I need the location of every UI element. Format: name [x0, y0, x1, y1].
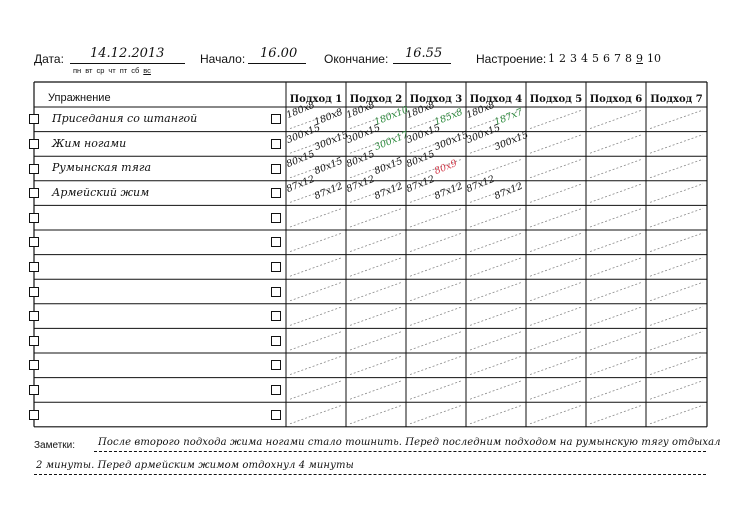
set-entry-result[interactable]: 300x17 — [372, 129, 411, 153]
row-checkbox-right[interactable] — [271, 262, 281, 272]
cell-diagonal — [290, 208, 342, 227]
cell-diagonal — [470, 307, 522, 326]
row-checkbox-right[interactable] — [271, 188, 281, 198]
cell-diagonal — [350, 381, 402, 400]
set-entry-weight-reps[interactable]: 300x15 — [284, 122, 323, 146]
row-checkbox-left[interactable] — [29, 385, 39, 395]
cell-diagonal — [650, 159, 703, 178]
set-header-3: Подход 3 — [409, 94, 463, 105]
cell-diagonal — [470, 381, 522, 400]
cell-diagonal — [350, 233, 402, 252]
row-checkbox-right[interactable] — [271, 360, 281, 370]
exercise-name[interactable]: Жим ногами — [52, 136, 127, 150]
start-time-value: 16.00 — [260, 46, 298, 61]
cell-diagonal — [590, 233, 642, 252]
cell-diagonal — [290, 405, 342, 424]
cell-diagonal — [350, 405, 402, 424]
cell-diagonal — [530, 135, 582, 154]
row-checkbox-right[interactable] — [271, 336, 281, 346]
cell-diagonal — [530, 110, 582, 129]
cell-diagonal — [650, 233, 703, 252]
cell-diagonal — [410, 307, 462, 326]
cell-diagonal — [590, 307, 642, 326]
cell-diagonal — [530, 356, 582, 375]
set-entry-result[interactable]: 87x12 — [312, 180, 345, 202]
cell-diagonal — [590, 159, 642, 178]
mood-8[interactable]: 8 — [625, 52, 632, 65]
set-entry-weight-reps[interactable]: 180x8 — [284, 99, 317, 121]
set-entry-result[interactable]: 87x12 — [372, 180, 405, 202]
set-entry-weight-reps[interactable]: 87x12 — [284, 173, 317, 195]
set-entry-weight-reps[interactable]: 300x15 — [344, 122, 383, 146]
cell-diagonal — [410, 258, 462, 277]
cell-diagonal — [290, 258, 342, 277]
cell-diagonal — [470, 258, 522, 277]
end-time-value: 16.55 — [405, 46, 443, 61]
set-entry-weight-reps[interactable]: 180x8 — [344, 99, 377, 121]
cell-diagonal — [470, 208, 522, 227]
date-label: Дата: — [34, 52, 64, 66]
set-entry-weight-reps[interactable]: 300x15 — [464, 122, 503, 146]
mood-3[interactable]: 3 — [570, 52, 577, 65]
cell-diagonal — [590, 110, 642, 129]
row-checkbox-right[interactable] — [271, 139, 281, 149]
cell-diagonal — [650, 110, 703, 129]
row-checkbox-left[interactable] — [29, 311, 39, 321]
cell-diagonal — [530, 233, 582, 252]
date-value: 14.12.2013 — [90, 46, 165, 61]
row-checkbox-right[interactable] — [271, 410, 281, 420]
row-checkbox-left[interactable] — [29, 336, 39, 346]
notes-line-2 — [34, 474, 706, 475]
mood-10[interactable]: 10 — [647, 52, 661, 65]
set-header-4: Подход 4 — [469, 94, 523, 105]
set-entry-weight-reps[interactable]: 80x15 — [284, 148, 317, 171]
cell-diagonal — [350, 282, 402, 301]
weekday-3[interactable]: чт — [108, 66, 116, 75]
row-checkbox-left[interactable] — [29, 188, 39, 198]
weekday-5[interactable]: сб — [131, 66, 140, 75]
notes-line-1 — [94, 451, 706, 452]
cell-diagonal — [410, 208, 462, 227]
cell-diagonal — [410, 233, 462, 252]
set-entry-result[interactable]: 80x9 — [432, 158, 459, 178]
set-entry-result[interactable]: 300x15 — [492, 129, 531, 153]
cell-diagonal — [470, 405, 522, 424]
cell-diagonal — [410, 356, 462, 375]
cell-diagonal — [650, 307, 703, 326]
set-header-7: Подход 7 — [650, 94, 703, 105]
cell-diagonal — [410, 331, 462, 350]
cell-diagonal — [590, 356, 642, 375]
cell-diagonal — [590, 405, 642, 424]
set-entry-result[interactable]: 187x7 — [492, 106, 525, 128]
cell-diagonal — [650, 135, 703, 154]
mood-label: Настроение: — [476, 52, 547, 66]
set-entry-weight-reps[interactable]: 87x12 — [404, 173, 437, 195]
set-header-5: Подход 5 — [529, 94, 583, 105]
mood-4[interactable]: 4 — [581, 52, 588, 65]
cell-diagonal — [290, 381, 342, 400]
cell-diagonal — [530, 258, 582, 277]
set-entry-result[interactable]: 300x15 — [312, 129, 351, 153]
end-label: Окончание: — [324, 52, 389, 66]
exercise-name[interactable]: Приседания со штангой — [52, 112, 198, 125]
cell-diagonal — [350, 331, 402, 350]
row-checkbox-left[interactable] — [29, 114, 39, 124]
set-entry-result[interactable]: 300x15 — [432, 129, 471, 153]
cell-diagonal — [530, 159, 582, 178]
row-checkbox-right[interactable] — [271, 114, 281, 124]
row-checkbox-right[interactable] — [271, 237, 281, 247]
mood-6[interactable]: 6 — [603, 52, 610, 65]
set-entry-weight-reps[interactable]: 180x8 — [404, 99, 437, 121]
row-checkbox-right[interactable] — [271, 385, 281, 395]
cell-diagonal — [590, 184, 642, 203]
cell-diagonal — [350, 258, 402, 277]
cell-diagonal — [530, 381, 582, 400]
row-checkbox-left[interactable] — [29, 410, 39, 420]
weekday-2[interactable]: ср — [96, 66, 105, 75]
row-checkbox-right[interactable] — [271, 287, 281, 297]
notes-text-2[interactable]: 2 минуты. Перед армейским жимом отдохнул 4 минуты — [36, 460, 354, 471]
notes-label: Заметки: — [34, 440, 76, 451]
set-header-1: Подход 1 — [289, 94, 343, 105]
cell-diagonal — [290, 282, 342, 301]
row-checkbox-left[interactable] — [29, 287, 39, 297]
exercise-column-header: Упражнение — [48, 92, 111, 104]
cell-diagonal — [410, 282, 462, 301]
cell-diagonal — [590, 258, 642, 277]
set-entry-result[interactable]: 87x12 — [492, 180, 525, 202]
set-entry-weight-reps[interactable]: 87x12 — [464, 173, 497, 195]
exercise-name[interactable]: Армейский жим — [52, 185, 150, 199]
cell-diagonal — [470, 233, 522, 252]
mood-1[interactable]: 1 — [548, 52, 555, 65]
cell-diagonal — [470, 356, 522, 375]
row-checkbox-left[interactable] — [29, 237, 39, 247]
cell-diagonal — [530, 282, 582, 301]
cell-diagonal — [410, 405, 462, 424]
notes-text-1[interactable]: После второго подхода жима ногами стало тошнить. Перед последним подходом на румынскую тягу отдыхал — [98, 437, 721, 448]
set-entry-weight-reps[interactable]: 87x12 — [344, 173, 377, 195]
set-header-2: Подход 2 — [349, 94, 403, 105]
cell-diagonal — [530, 405, 582, 424]
weekday-0[interactable]: пн — [73, 66, 82, 75]
set-entry-result[interactable]: 180x8 — [312, 106, 345, 128]
set-header-6: Подход 6 — [589, 94, 643, 105]
row-checkbox-left[interactable] — [29, 139, 39, 149]
set-entry-result[interactable]: 80x15 — [312, 155, 345, 178]
cell-diagonal — [530, 331, 582, 350]
set-entry-result[interactable]: 185x8 — [432, 106, 465, 128]
cell-diagonal — [650, 356, 703, 375]
row-checkbox-left[interactable] — [29, 213, 39, 223]
cell-diagonal — [590, 381, 642, 400]
set-entry-weight-reps[interactable]: 300x15 — [404, 122, 443, 146]
set-entry-result[interactable]: 180x10 — [372, 104, 411, 128]
cell-diagonal — [650, 258, 703, 277]
mood-9[interactable]: 9 — [636, 52, 643, 65]
cell-diagonal — [350, 356, 402, 375]
row-checkbox-left[interactable] — [29, 360, 39, 370]
set-entry-result[interactable]: 87x12 — [432, 180, 465, 202]
cell-diagonal — [290, 307, 342, 326]
cell-diagonal — [470, 159, 522, 178]
cell-diagonal — [590, 208, 642, 227]
row-checkbox-right[interactable] — [271, 311, 281, 321]
start-label: Начало: — [200, 52, 246, 66]
row-checkbox-left[interactable] — [29, 164, 39, 174]
row-checkbox-right[interactable] — [271, 213, 281, 223]
cell-diagonal — [650, 405, 703, 424]
cell-diagonal — [650, 184, 703, 203]
cell-diagonal — [530, 307, 582, 326]
cell-diagonal — [650, 208, 703, 227]
cell-diagonal — [290, 331, 342, 350]
mood-2[interactable]: 2 — [559, 52, 566, 65]
cell-diagonal — [290, 233, 342, 252]
mood-5[interactable]: 5 — [592, 52, 599, 65]
cell-diagonal — [470, 282, 522, 301]
set-entry-weight-reps[interactable]: 80x15 — [404, 148, 437, 171]
cell-diagonal — [650, 331, 703, 350]
cell-diagonal — [350, 307, 402, 326]
cell-diagonal — [410, 381, 462, 400]
cell-diagonal — [530, 184, 582, 203]
cell-diagonal — [290, 356, 342, 375]
cell-diagonal — [470, 331, 522, 350]
mood-7[interactable]: 7 — [614, 52, 621, 65]
set-entry-result[interactable]: 80x15 — [372, 155, 405, 178]
set-entry-weight-reps[interactable]: 80x15 — [344, 148, 377, 171]
cell-diagonal — [590, 135, 642, 154]
cell-diagonal — [530, 208, 582, 227]
cell-diagonal — [650, 381, 703, 400]
cell-diagonal — [350, 208, 402, 227]
weekday-6[interactable]: вс — [143, 66, 151, 75]
weekday-1[interactable]: вт — [85, 66, 93, 75]
set-entry-weight-reps[interactable]: 180x8 — [464, 99, 497, 121]
cell-diagonal — [590, 331, 642, 350]
row-checkbox-right[interactable] — [271, 164, 281, 174]
exercise-name[interactable]: Румынская тяга — [52, 161, 152, 175]
row-checkbox-left[interactable] — [29, 262, 39, 272]
cell-diagonal — [590, 282, 642, 301]
weekday-4[interactable]: пт — [119, 66, 128, 75]
cell-diagonal — [650, 282, 703, 301]
